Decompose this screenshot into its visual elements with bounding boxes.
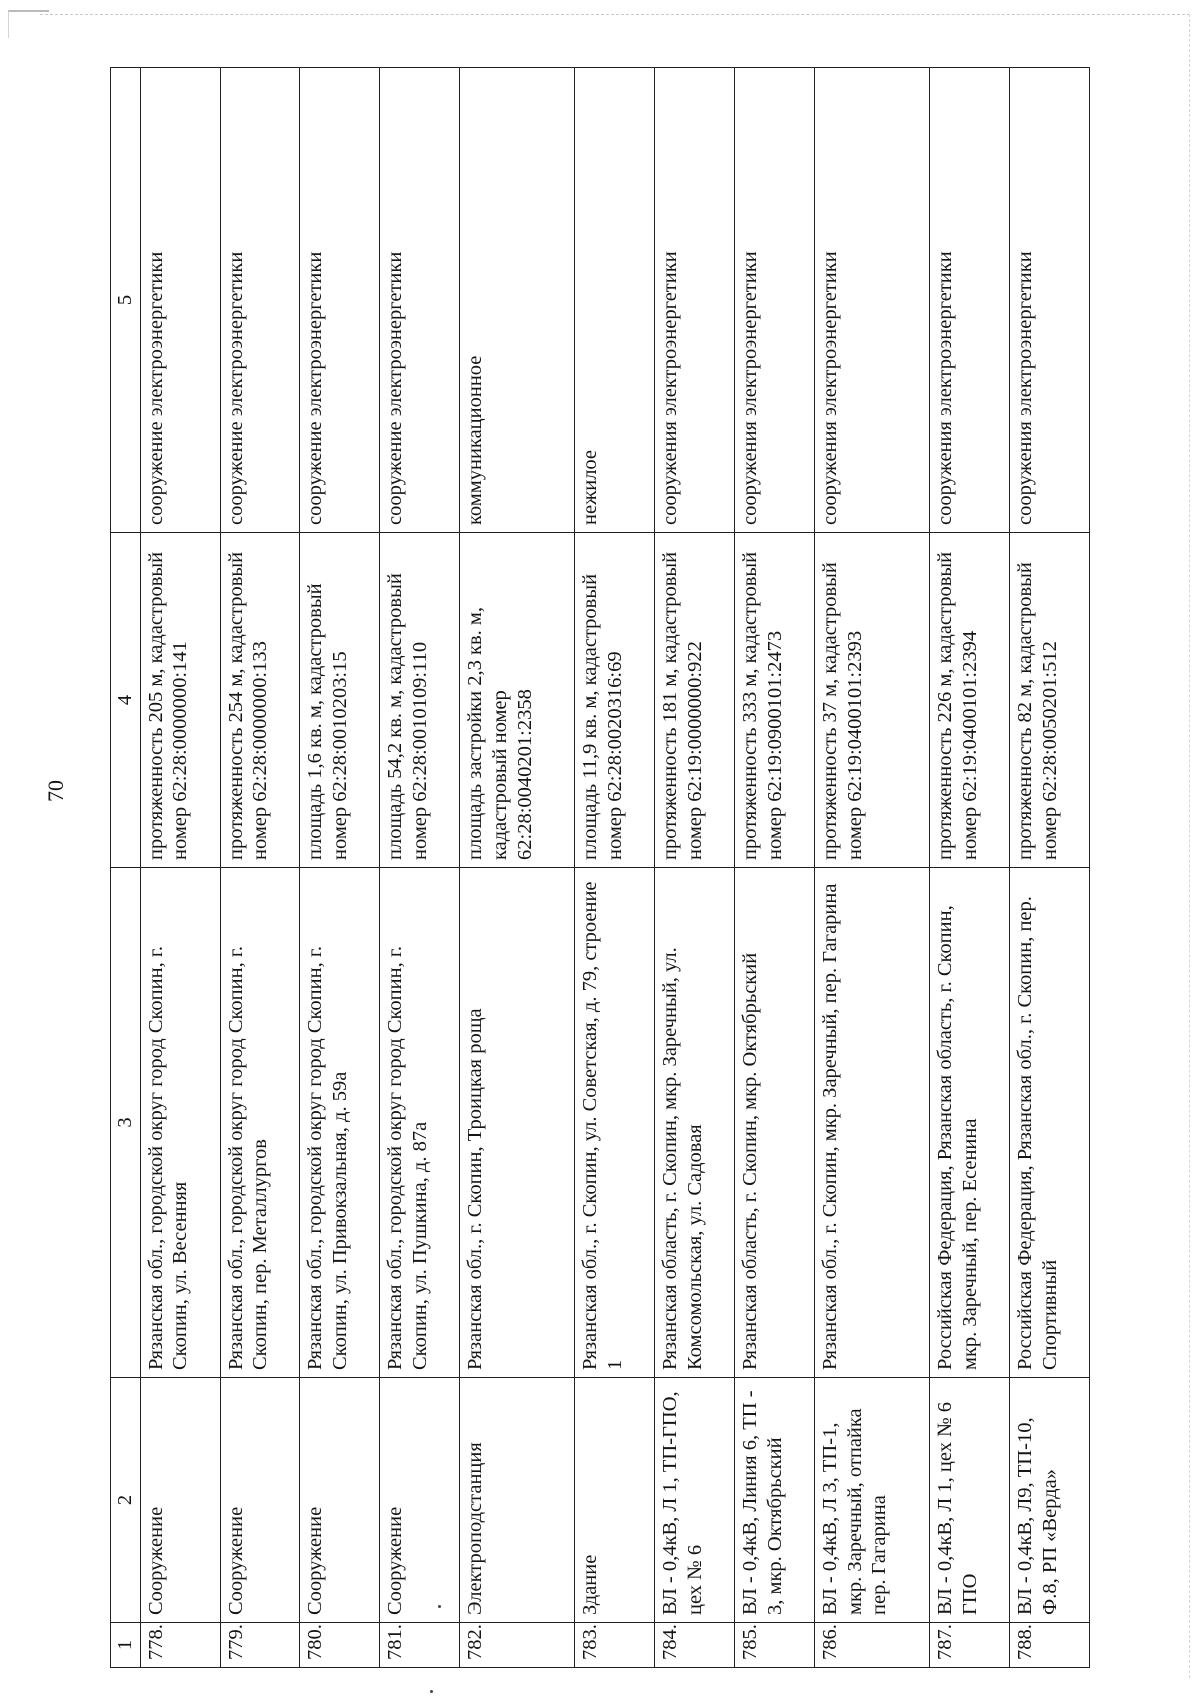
object-name: Сооружение — [380, 1378, 460, 1623]
object-name: Сооружение — [140, 1378, 220, 1623]
header-cell: 1 — [111, 1623, 141, 1668]
table-row — [220, 68, 300, 1668]
object-name: ВЛ - 0,4кВ, Л 1, ТП-ГПО, цех № 6 — [655, 1378, 735, 1623]
object-name: Здание — [575, 1378, 655, 1623]
header-cell: 3 — [111, 868, 141, 1378]
object-params: протяженность 333 м, кадастровый номер 62:19:0900101:2473 — [735, 533, 815, 868]
object-purpose: сооружение электроэнергетики — [380, 68, 460, 533]
table-row — [1009, 68, 1089, 1668]
object-purpose: сооружения электроэнергетики — [655, 68, 735, 533]
object-name: ВЛ - 0,4кВ, Л 3, ТП-1, мкр. Заречный, отпайка пер. Гагарина — [815, 1378, 930, 1623]
object-name: Электроподстанция — [460, 1378, 575, 1623]
object-purpose: сооружения электроэнергетики — [930, 68, 1010, 533]
row-number: 779. — [220, 1623, 300, 1668]
table-row — [655, 68, 735, 1668]
object-address: Рязанская обл., городской округ город Скопин, г. Скопин, ул. Пушкина, д. 87а — [380, 868, 460, 1378]
table-row — [380, 68, 460, 1668]
object-address: Российская Федерация, Рязанская область, г. Скопин, мкр. Заречный, пер. Есенина — [930, 868, 1010, 1378]
object-address: Рязанская обл., городской округ город Скопин, г. Скопин, ул. Весенняя — [140, 868, 220, 1378]
table-row — [300, 68, 380, 1668]
object-params: площадь 1,6 кв. м, кадастровый номер 62:28:0010203:15 — [300, 533, 380, 868]
table-row — [735, 68, 815, 1668]
table-row — [930, 68, 1010, 1668]
row-number: 783. — [575, 1623, 655, 1668]
object-purpose: сооружение электроэнергетики — [140, 68, 220, 533]
property-table — [110, 67, 1090, 1668]
object-purpose: сооружения электроэнергетики — [815, 68, 930, 533]
scan-edge-top — [40, 14, 1190, 15]
object-name: ВЛ - 0,4кВ, Линия 6, ТП - 3, мкр. Октябрьский — [735, 1378, 815, 1623]
object-params: протяженность 205 м, кадастровый номер 62:28:0000000:141 — [140, 533, 220, 868]
scan-edge-right — [1189, 14, 1190, 1678]
object-name: Сооружение — [220, 1378, 300, 1623]
row-number: 782. — [460, 1623, 575, 1668]
table-row — [815, 68, 930, 1668]
row-number: 785. — [735, 1623, 815, 1668]
object-address: Рязанская обл., г. Скопин, ул. Советская, д. 79, строение 1 — [575, 868, 655, 1378]
object-purpose: сооружение электроэнергетики — [300, 68, 380, 533]
object-purpose: сооружения электроэнергетики — [1009, 68, 1089, 533]
header-cell: 2 — [111, 1378, 141, 1623]
row-number: 780. — [300, 1623, 380, 1668]
object-address: Рязанская обл., городской округ город Скопин, г. Скопин, пер. Металлургов — [220, 868, 300, 1378]
object-address: Рязанская обл., г. Скопин, Троицкая роща — [460, 868, 575, 1378]
object-params: площадь застройки 2,3 кв. м, кадастровый номер 62:28:0040201:2358 — [460, 533, 575, 868]
object-params: протяженность 37 м, кадастровый номер 62:19:0400101:2393 — [815, 533, 930, 868]
row-number: 778. — [140, 1623, 220, 1668]
table-row — [460, 68, 575, 1668]
object-purpose: сооружения электроэнергетики — [735, 68, 815, 533]
object-params: протяженность 82 м, кадастровый номер 62:28:0050201:512 — [1009, 533, 1089, 868]
table-row — [575, 68, 655, 1668]
object-params: площадь 11,9 кв. м, кадастровый номер 62:28:0020316:69 — [575, 533, 655, 868]
object-params: протяженность 226 м, кадастровый номер 62:19:0400101:2394 — [930, 533, 1010, 868]
object-params: протяженность 254 м, кадастровый номер 62:28:0000000:133 — [220, 533, 300, 868]
row-number: 788. — [1009, 1623, 1089, 1668]
object-purpose: коммуникационное — [460, 68, 575, 533]
page-number: 70 — [43, 780, 68, 802]
row-number: 781. — [380, 1623, 460, 1668]
object-address: Российская Федерация, Рязанская обл., г. Скопин, пер. Спортивный — [1009, 868, 1089, 1378]
object-name: ВЛ - 0,4кВ, Л9, ТП-10, Ф.8, РП «Верда» — [1009, 1378, 1089, 1623]
header-row — [111, 68, 141, 1668]
object-address: Рязанская область, г. Скопин, мкр. Октябрьский — [735, 868, 815, 1378]
object-address: Рязанская обл., городской округ город Скопин, г. Скопин, ул. Привокзальная, д. 59а — [300, 868, 380, 1378]
rotated-table-container — [110, 68, 1090, 1668]
row-number: 787. — [930, 1623, 1010, 1668]
table-row — [140, 68, 220, 1668]
object-params: площадь 54,2 кв. м, кадастровый номер 62:28:0010109:110 — [380, 533, 460, 868]
header-cell: 4 — [111, 533, 141, 868]
row-number: 786. — [815, 1623, 930, 1668]
scan-speck — [438, 1605, 441, 1608]
object-address: Рязанская обл., г. Скопин, мкр. Заречный, пер. Гагарина — [815, 868, 930, 1378]
object-name: Сооружение — [300, 1378, 380, 1623]
row-number: 784. — [655, 1623, 735, 1668]
header-cell: 5 — [111, 68, 141, 533]
scan-speck — [430, 1690, 433, 1693]
object-purpose: сооружение электроэнергетики — [220, 68, 300, 533]
object-purpose: нежилое — [575, 68, 655, 533]
object-name: ВЛ - 0,4кВ, Л 1, цех № 6 ГПО — [930, 1378, 1010, 1623]
object-params: протяженность 181 м, кадастровый номер 62:19:0000000:922 — [655, 533, 735, 868]
object-address: Рязанская область, г. Скопин, мкр. Заречный, ул. Комсомольская, ул. Садовая — [655, 868, 735, 1378]
